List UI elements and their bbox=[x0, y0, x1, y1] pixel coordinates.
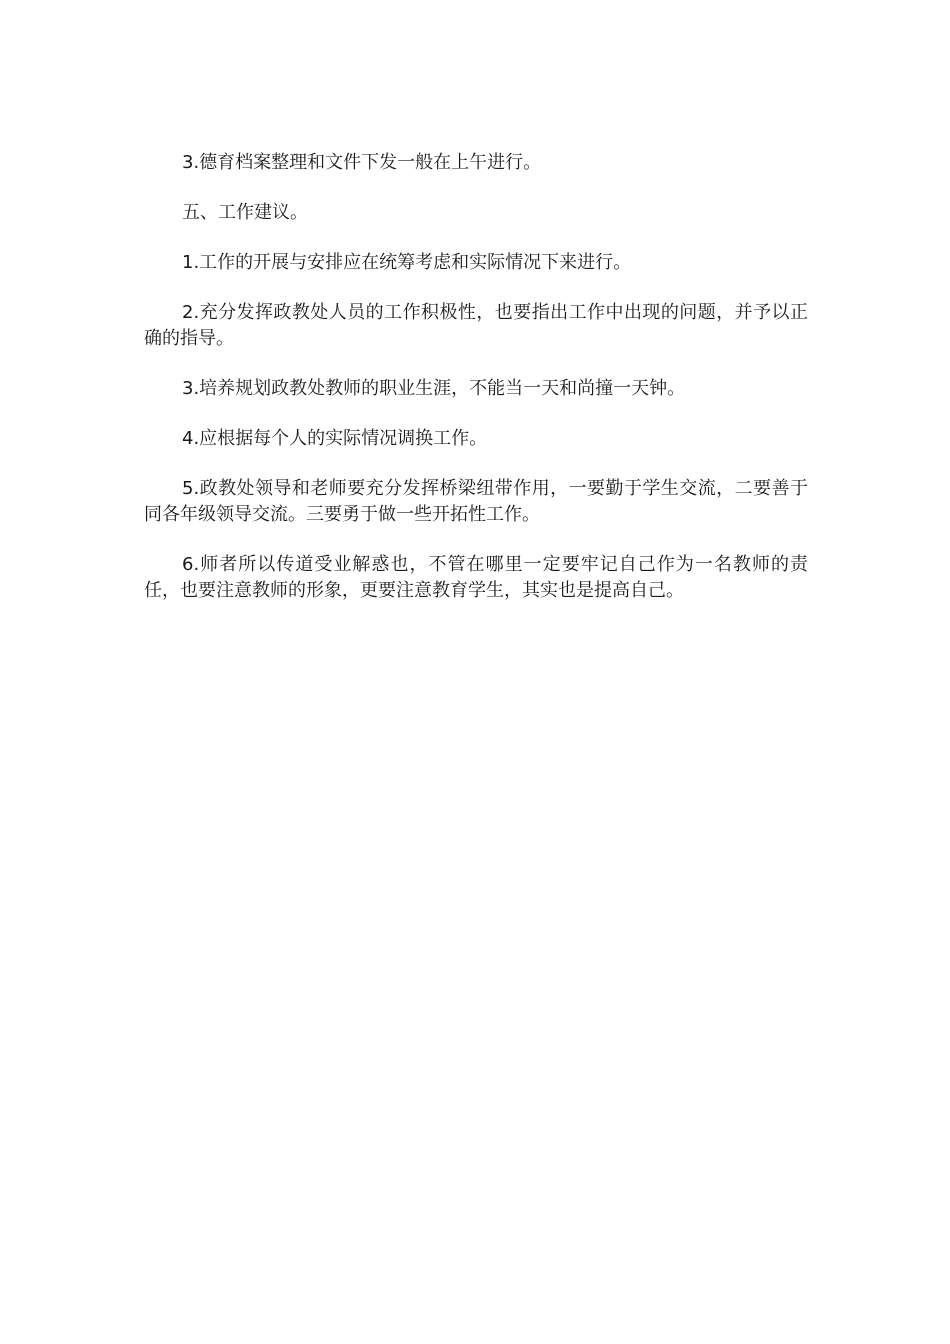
document-body bbox=[144, 150, 808, 628]
suggestion-item-3: 3.培养规划政教处教师的职业生涯，不能当一天和尚撞一天钟。 bbox=[182, 378, 686, 399]
section-heading-work-suggestions: 五、工作建议。 bbox=[182, 202, 308, 223]
suggestion-item-5: 5.政教处领导和老师要充分发挥桥梁纽带作用，一要勤于学生交流，二要善于同各年级领导交流。三要勇于做一些开拓性工作。 bbox=[144, 478, 808, 525]
paragraph-archive-organizing: 3.德育档案整理和文件下发一般在上午进行。 bbox=[182, 152, 542, 173]
suggestion-item-4: 4.应根据每个人的实际情况调换工作。 bbox=[182, 428, 488, 449]
suggestion-item-6: 6.师者所以传道受业解惑也，不管在哪里一定要牢记自己作为一名教师的责任，也要注意教师的形象，更要注意教育学生，其实也是提高自己。 bbox=[144, 554, 808, 601]
suggestion-item-1: 1.工作的开展与安排应在统筹考虑和实际情况下来进行。 bbox=[182, 252, 632, 273]
suggestion-item-2: 2.充分发挥政教处人员的工作积极性，也要指出工作中出现的问题，并予以正确的指导。 bbox=[144, 302, 808, 349]
